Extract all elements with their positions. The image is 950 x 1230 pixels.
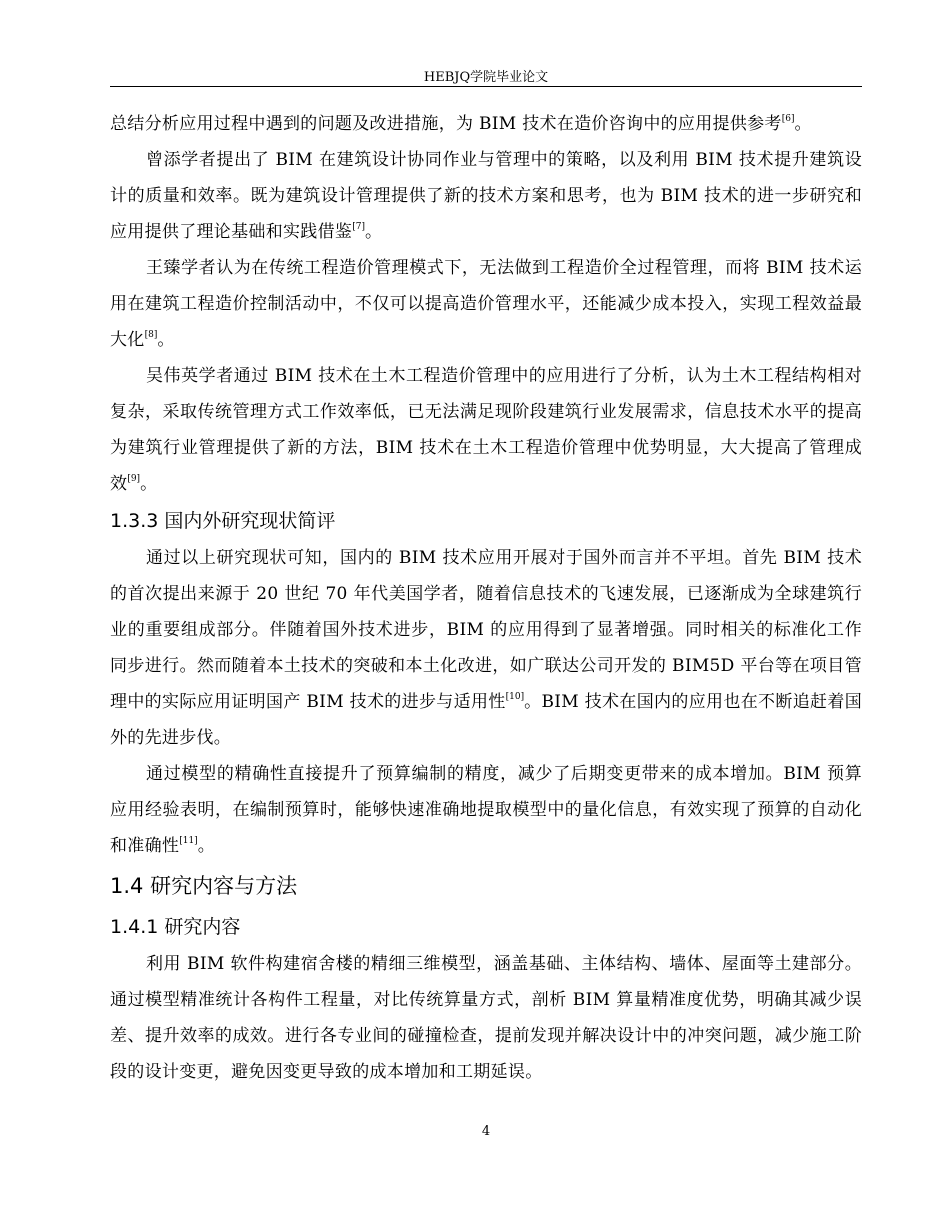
paragraph-text: 吴伟英学者通过 BIM 技术在土木工程造价管理中的应用进行了分析，认为土木工程结构相对复杂，采取传统管理方式工作效率低，已无法满足现阶段建筑行业发展需求，信息技术水平的提高为建筑行业管理提供了新的方法，BIM 技术在土木工程造价管理中优势明显，大大提高了管理成效	[110, 366, 862, 494]
paragraph-text: 总结分析应用过程中遇到的问题及改进措施，为 BIM 技术在造价咨询中的应用提供参考	[110, 114, 782, 134]
section-heading-1-3-3: 1.3.3 国内外研究现状简评	[110, 510, 336, 532]
citation-10: [10]	[505, 692, 525, 702]
paragraph-wang-zhen	[110, 250, 862, 358]
section-heading-1-4: 1.4 研究内容与方法	[110, 874, 298, 898]
paragraph-text: 利用 BIM 软件构建宿舍楼的精细三维模型，涵盖基础、主体结构、墙体、屋面等土建部分。通过模型精准统计各构件工程量，对比传统算量方式，剖析 BIM 算量精准度优势，明确其减少误差、提升效率的成效。进行各专业间的碰撞检查，提前发现并解决设计中的冲突问题，减少施工阶段的设计变更，避免因变更导致的成本增加和工期延误。	[110, 954, 862, 1082]
paragraph-wu-weiying	[110, 358, 862, 502]
citation-11: [11]	[179, 836, 198, 846]
paragraph-text: 通过以上研究现状可知，国内的 BIM 技术应用开展对于国外而言并不平坦。首先 BIM 技术的首次提出来源于 20 世纪 70 年代美国学者，随着信息技术的飞速发展，已逐渐成为全球建筑行业的重要组成部分。伴随着国外技术进步，BIM 的应用得到了显著增强。同时相关的标准化工作同步进行。然而随着本土技术的突破和本土化改进，如广联达公司开发的 BIM5D 平台等在项目管理中的实际应用证明国产 BIM 技术的进步与适用性	[110, 548, 862, 712]
paragraph-tail: 。	[140, 474, 158, 494]
paragraph-tail: 。	[794, 114, 812, 134]
paragraph-text: 通过模型的精确性直接提升了预算编制的精度，减少了后期变更带来的成本增加。BIM 预算应用经验表明，在编制预算时，能够快速准确地提取模型中的量化信息，有效实现了预算的自动化和准确性	[110, 764, 862, 856]
paragraph-review-1	[110, 540, 862, 756]
running-header: HEBJQ学院毕业论文	[423, 70, 549, 85]
paragraph-zeng-tian	[110, 142, 862, 250]
paragraph-tail: 。	[197, 836, 215, 856]
paragraph-continuation	[110, 106, 862, 142]
paragraph-tail: 。	[364, 222, 383, 242]
paragraph-text: 王臻学者认为在传统工程造价管理模式下，无法做到工程造价全过程管理，而将 BIM 技术运用在建筑工程造价控制活动中，不仅可以提高造价管理水平，还能减少成本投入，实现工程效益最大化	[110, 258, 862, 350]
section-heading-1-4-1: 1.4.1 研究内容	[110, 916, 241, 938]
paragraph-tail: 。	[157, 330, 175, 350]
citation-8: [8]	[144, 330, 158, 340]
citation-9: [9]	[127, 474, 141, 484]
citation-7: [7]	[352, 222, 365, 232]
header-rule	[110, 86, 862, 87]
paragraph-review-2	[110, 756, 862, 864]
paragraph-research-content	[110, 946, 862, 1090]
citation-6: [6]	[781, 114, 795, 124]
paragraph-text: 曾添学者提出了 BIM 在建筑设计协同作业与管理中的策略，以及利用 BIM 技术提升建筑设计的质量和效率。既为建筑设计管理提供了新的技术方案和思考，也为 BIM 技术的进一步研究和应用提供了理论基础和实践借鉴	[110, 150, 862, 242]
page-body	[110, 106, 862, 1090]
page-number: 4	[481, 1124, 491, 1139]
paragraph-tail: 。BIM 技术在国内的应用也在不断追赶着国外的先进步伐。	[110, 692, 862, 748]
